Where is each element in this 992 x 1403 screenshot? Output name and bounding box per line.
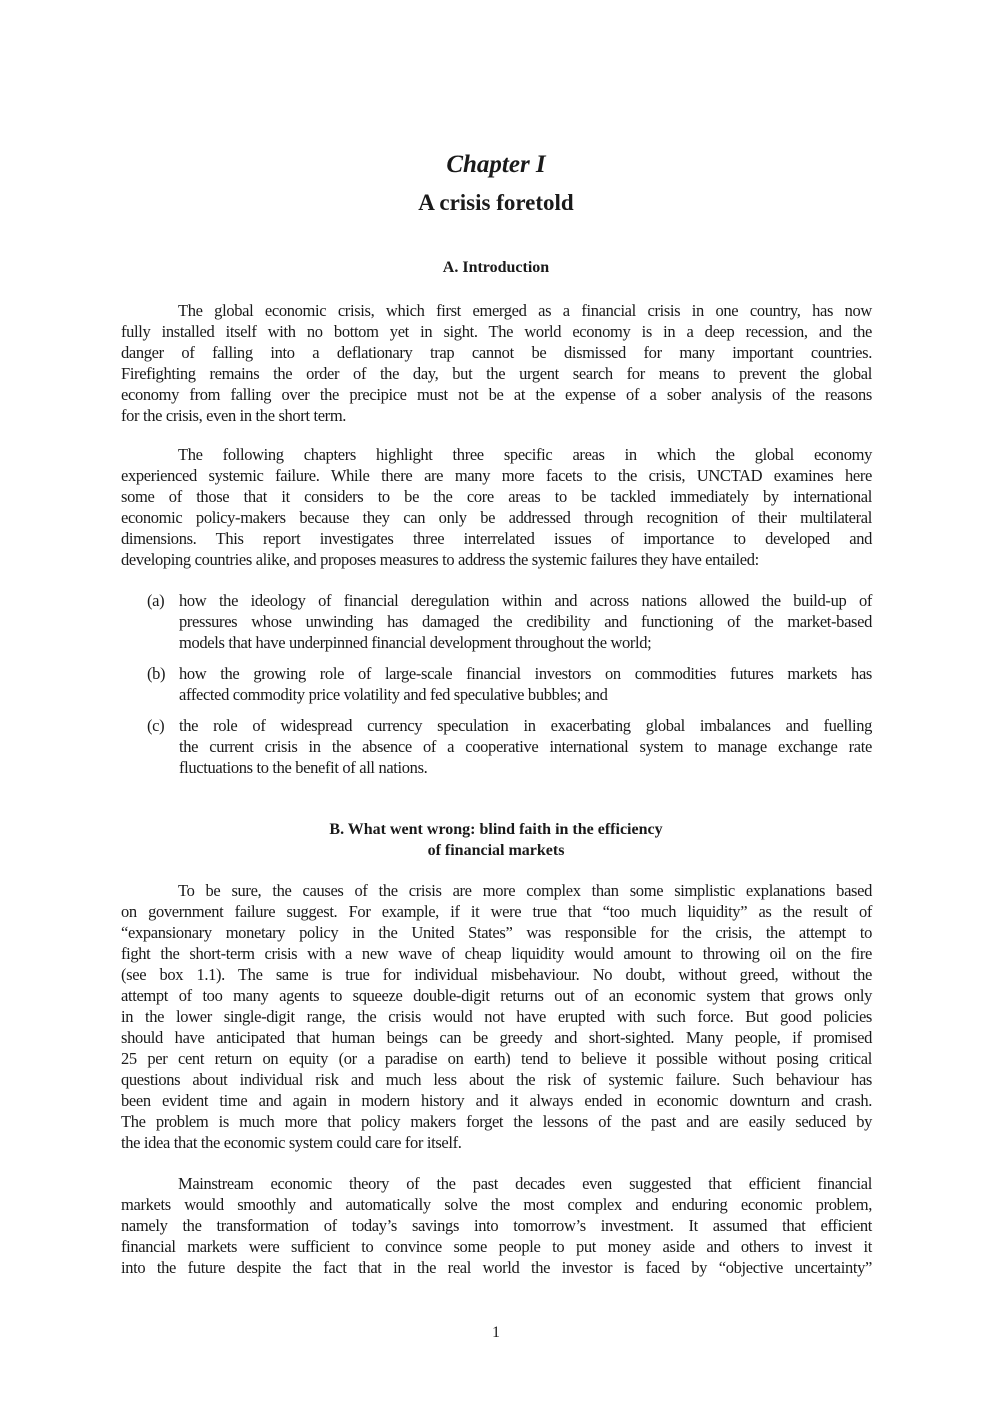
- section-heading-introduction: A. Introduction: [442, 259, 550, 276]
- paragraph-intro-2: [121, 444, 872, 570]
- text-line: pressures whose unwinding has damaged the credibility and functioning of the market-based: [179, 612, 872, 631]
- text-line: fight the short-term crisis with a new wave of cheap liquidity would amount to throwing oil on the fire: [121, 944, 872, 963]
- text-line: The following chapters highlight three specific areas in which the global economy: [178, 445, 872, 464]
- text-line: into the future despite the fact that in the real world the investor is faced by “objective uncertainty”: [121, 1258, 872, 1277]
- text-line: “expansionary monetary policy in the United States” was responsible for the crisis, the attempt to: [121, 923, 872, 942]
- text-line: on government failure suggest. For example, if it were true that “too much liquidity” as the result of: [121, 902, 872, 921]
- text-line: the role of widespread currency speculation in exacerbating global imbalances and fuelling: [179, 716, 872, 735]
- text-line: the current crisis in the absence of a cooperative international system to manage exchange rate: [179, 737, 872, 756]
- text-line: The problem is much more that policy makers forget the lessons of the past and are easily seduced by: [121, 1112, 872, 1131]
- text-line: attempt of too many agents to squeeze double-digit returns out of an economic system that grows only: [121, 986, 872, 1005]
- text-line: how the ideology of financial deregulation within and across nations allowed the build-up of: [179, 591, 872, 610]
- text-line: should have anticipated that human beings can be greedy and short-sighted. Many people, if promised: [121, 1028, 872, 1047]
- text-line: economy from falling over the precipice must not be at the expense of a sober analysis of the reasons: [121, 385, 872, 404]
- text-line: dimensions. This report investigates three interrelated issues of importance to developed and: [121, 529, 872, 548]
- paragraph-what-went-wrong-1: [121, 880, 872, 1153]
- list-marker: (b): [147, 664, 166, 683]
- text-line: (see box 1.1). The same is true for individual misbehaviour. No doubt, without greed, without the: [121, 965, 872, 984]
- chapter-title: A crisis foretold: [418, 190, 574, 215]
- paragraph-what-went-wrong-2: [121, 1173, 872, 1278]
- page-number: 1: [492, 1324, 500, 1341]
- text-line: namely the transformation of today’s savings into tomorrow’s investment. It assumed that efficient: [121, 1216, 872, 1235]
- text-line: developing countries alike, and proposes measures to address the systemic failures they have entailed:: [121, 550, 759, 569]
- text-line: been evident time and again in modern history and it always ended in economic downturn and crash.: [121, 1091, 872, 1110]
- chapter-label: Chapter I: [446, 151, 546, 178]
- text-line: fluctuations to the benefit of all nations.: [179, 758, 428, 777]
- text-line: how the growing role of large-scale financial investors on commodities futures markets has: [179, 664, 872, 683]
- section-heading-what-went-wrong-line2: of financial markets: [427, 842, 565, 859]
- text-line: for the crisis, even in the short term.: [121, 406, 347, 425]
- text-line: economic policy-makers because they can only be addressed through recognition of their multilateral: [121, 508, 872, 527]
- text-line: Mainstream economic theory of the past decades even suggested that efficient financial: [178, 1174, 872, 1193]
- section-heading-what-went-wrong: B. What went wrong: blind faith in the efficiency: [329, 821, 663, 838]
- text-line: in the lower single-digit range, the crisis would not have erupted with such force. But good policies: [121, 1007, 872, 1026]
- text-line: affected commodity price volatility and fed speculative bubbles; and: [179, 685, 608, 704]
- paragraph-intro-1: [121, 300, 872, 426]
- text-line: 25 per cent return on equity (or a paradise on earth) tend to believe it possible without posing critical: [121, 1049, 872, 1068]
- text-line: the idea that the economic system could care for itself.: [121, 1133, 462, 1152]
- text-line: fully installed itself with no bottom yet in sight. The world economy is in a deep recession, and the: [121, 322, 872, 341]
- text-line: models that have underpinned financial development throughout the world;: [179, 633, 652, 652]
- list-marker: (a): [147, 591, 165, 610]
- text-line: To be sure, the causes of the crisis are more complex than some simplistic explanations based: [178, 881, 872, 900]
- text-line: some of those that it considers to be the core areas to be tackled immediately by international: [121, 487, 872, 506]
- text-line: danger of falling into a deflationary trap cannot be dismissed for many important countries.: [121, 343, 872, 362]
- text-line: experienced systemic failure. While there are many more facets to the crisis, UNCTAD examines here: [121, 466, 872, 485]
- text-line: Firefighting remains the order of the day, but the urgent search for means to prevent the global: [121, 364, 872, 383]
- text-line: markets would smoothly and automatically solve the most complex and enduring economic problem,: [121, 1195, 872, 1214]
- text-line: The global economic crisis, which first emerged as a financial crisis in one country, has now: [178, 301, 872, 320]
- list-marker: (c): [147, 716, 165, 735]
- text-line: financial markets were sufficient to convince some people to put money aside and others to invest it: [121, 1237, 872, 1256]
- text-line: questions about individual risk and much less about the risk of systemic failure. Such behaviour has: [121, 1070, 872, 1089]
